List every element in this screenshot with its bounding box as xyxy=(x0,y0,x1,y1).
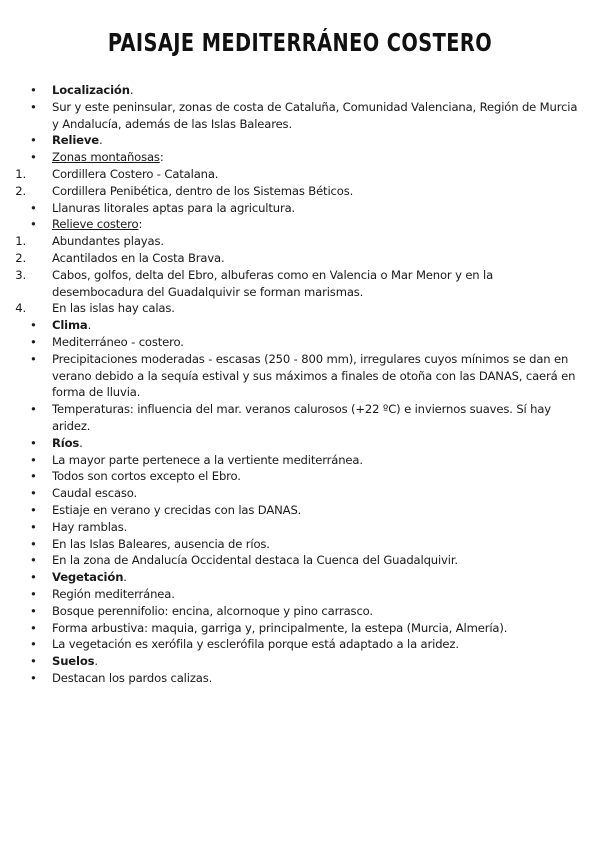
bullet-item xyxy=(0,586,600,603)
section-heading: Relieve xyxy=(52,133,99,148)
bullet-icon: • xyxy=(30,670,37,685)
bullet-icon: • xyxy=(30,351,37,366)
item-text: Sur y este peninsular, zonas de costa de Cataluña, Comunidad Valenciana, Región de Murcia y Andalucía, además de las Islas Baleares. xyxy=(52,99,578,131)
bullet-icon: • xyxy=(30,150,37,165)
bullet-icon: • xyxy=(30,452,37,467)
item-text: La vegetación es xerófila y esclerófila porque está adaptado a la aridez. xyxy=(52,637,459,652)
bullet-icon: • xyxy=(30,502,37,517)
heading-punctuation: . xyxy=(94,654,98,669)
numbered-item xyxy=(0,300,600,317)
bullet-item xyxy=(0,132,600,149)
item-text: Llanuras litorales aptas para la agricultura. xyxy=(52,200,296,215)
item-text: La mayor parte pertenece a la vertiente mediterránea. xyxy=(52,452,363,467)
item-text: Caudal escaso. xyxy=(52,486,138,501)
bullet-icon: • xyxy=(30,83,37,97)
bullet-icon: • xyxy=(30,318,37,333)
item-text: En las Islas Baleares, ausencia de ríos. xyxy=(52,536,270,551)
bullet-item xyxy=(0,603,600,620)
bullet-icon: • xyxy=(30,570,37,585)
bullet-item xyxy=(0,82,600,99)
section-heading: Localización xyxy=(52,83,130,97)
bullet-icon: • xyxy=(30,586,37,601)
bullet-item xyxy=(0,149,600,166)
item-text: Hay ramblas. xyxy=(52,519,128,534)
item-text: Temperaturas: influencia del mar. veranos calurosos (+22 ºC) e inviernos suaves. Sí hay aridez. xyxy=(52,402,551,433)
bullet-item xyxy=(0,334,600,351)
item-text: Cordillera Penibética, dentro de los Sistemas Béticos. xyxy=(52,183,354,198)
bullet-item xyxy=(0,200,600,217)
bullet-item xyxy=(0,351,600,401)
item-text: Mediterráneo - costero. xyxy=(52,334,184,349)
item-text: Cordillera Costero - Catalana. xyxy=(52,166,219,181)
bullet-icon: • xyxy=(30,654,37,669)
item-text: Destacan los pardos calizas. xyxy=(52,670,213,685)
item-text: Cabos, golfos, delta del Ebro, albuferas como en Valencia o Mar Menor y en la desembocadura del Guadalquivir se forman marismas. xyxy=(52,267,494,299)
bullet-icon: • xyxy=(30,620,37,635)
page-title: PAISAJE MEDITERRÁNEO COSTERO xyxy=(107,28,493,57)
bullet-item xyxy=(0,216,600,233)
heading-punctuation: . xyxy=(87,318,92,333)
bullet-icon: • xyxy=(30,536,37,551)
bullet-icon: • xyxy=(30,99,37,114)
item-number: 2. xyxy=(15,250,26,265)
heading-punctuation: . xyxy=(129,83,134,97)
heading-punctuation: : xyxy=(159,150,164,165)
bullet-item xyxy=(0,653,600,670)
heading-punctuation: . xyxy=(79,435,83,450)
item-text: Precipitaciones moderadas - escasas (250 - 800 mm), irregulares cuyos mínimos se dan en verano debido a la sequía estival y sus máximos a finales de otoña con las DANAS, caerá en forma de lluvia. xyxy=(52,351,576,400)
section-heading: Clima xyxy=(52,318,88,333)
section-heading: Vegetación xyxy=(52,570,124,585)
item-number: 2. xyxy=(15,183,26,198)
section-heading: Suelos xyxy=(52,654,95,669)
numbered-item xyxy=(0,267,600,301)
numbered-item xyxy=(0,250,600,267)
numbered-item xyxy=(0,166,600,183)
bullet-item xyxy=(0,452,600,469)
item-text: Forma arbustiva: maquia, garriga y, principalmente, la estepa (Murcia, Almería). xyxy=(52,620,508,635)
item-text: Abundantes playas. xyxy=(52,234,164,249)
bullet-item xyxy=(0,435,600,452)
bullet-icon: • xyxy=(30,217,37,232)
item-text: Acantilados en la Costa Brava. xyxy=(52,250,225,265)
item-text: En las islas hay calas. xyxy=(52,301,175,316)
bullet-item xyxy=(0,636,600,653)
bullet-item xyxy=(0,468,600,485)
item-number: 4. xyxy=(15,301,26,316)
bullet-item xyxy=(0,519,600,536)
bullet-icon: • xyxy=(30,469,37,484)
item-text: Todos son cortos excepto el Ebro. xyxy=(52,469,241,484)
bullet-item xyxy=(0,620,600,637)
bullet-icon: • xyxy=(30,519,37,534)
heading-punctuation: . xyxy=(123,570,127,585)
heading-punctuation: : xyxy=(138,217,143,232)
bullet-item xyxy=(0,536,600,553)
item-number: 1. xyxy=(15,166,26,181)
item-text: Bosque perennifolio: encina, alcornoque y pino carrasco. xyxy=(52,603,373,618)
item-text: Estiaje en verano y crecidas con las DANAS. xyxy=(52,502,302,517)
bullet-item xyxy=(0,99,600,133)
notes-list xyxy=(0,82,600,687)
bullet-item xyxy=(0,670,600,687)
bullet-item xyxy=(0,552,600,569)
numbered-item xyxy=(0,183,600,200)
bullet-icon: • xyxy=(30,133,37,148)
section-heading: Ríos xyxy=(52,435,80,450)
bullet-item xyxy=(0,502,600,519)
numbered-item xyxy=(0,233,600,250)
item-number: 1. xyxy=(15,234,26,249)
bullet-item xyxy=(0,485,600,502)
item-text: Región mediterránea. xyxy=(52,586,175,601)
bullet-icon: • xyxy=(30,553,37,568)
bullet-icon: • xyxy=(30,603,37,618)
bullet-icon: • xyxy=(30,334,37,349)
bullet-item xyxy=(0,317,600,334)
bullet-icon: • xyxy=(30,200,37,215)
bullet-item xyxy=(0,401,600,435)
bullet-icon: • xyxy=(30,637,37,652)
heading-punctuation: . xyxy=(98,133,103,148)
bullet-icon: • xyxy=(30,435,37,450)
item-number: 3. xyxy=(15,267,26,282)
bullet-item xyxy=(0,569,600,586)
subsection-heading: Relieve costero xyxy=(52,217,139,232)
bullet-icon: • xyxy=(30,402,37,417)
bullet-icon: • xyxy=(30,486,37,501)
subsection-heading: Zonas montañosas xyxy=(52,150,160,165)
item-text: En la zona de Andalucía Occidental destaca la Cuenca del Guadalquivir. xyxy=(52,553,458,568)
